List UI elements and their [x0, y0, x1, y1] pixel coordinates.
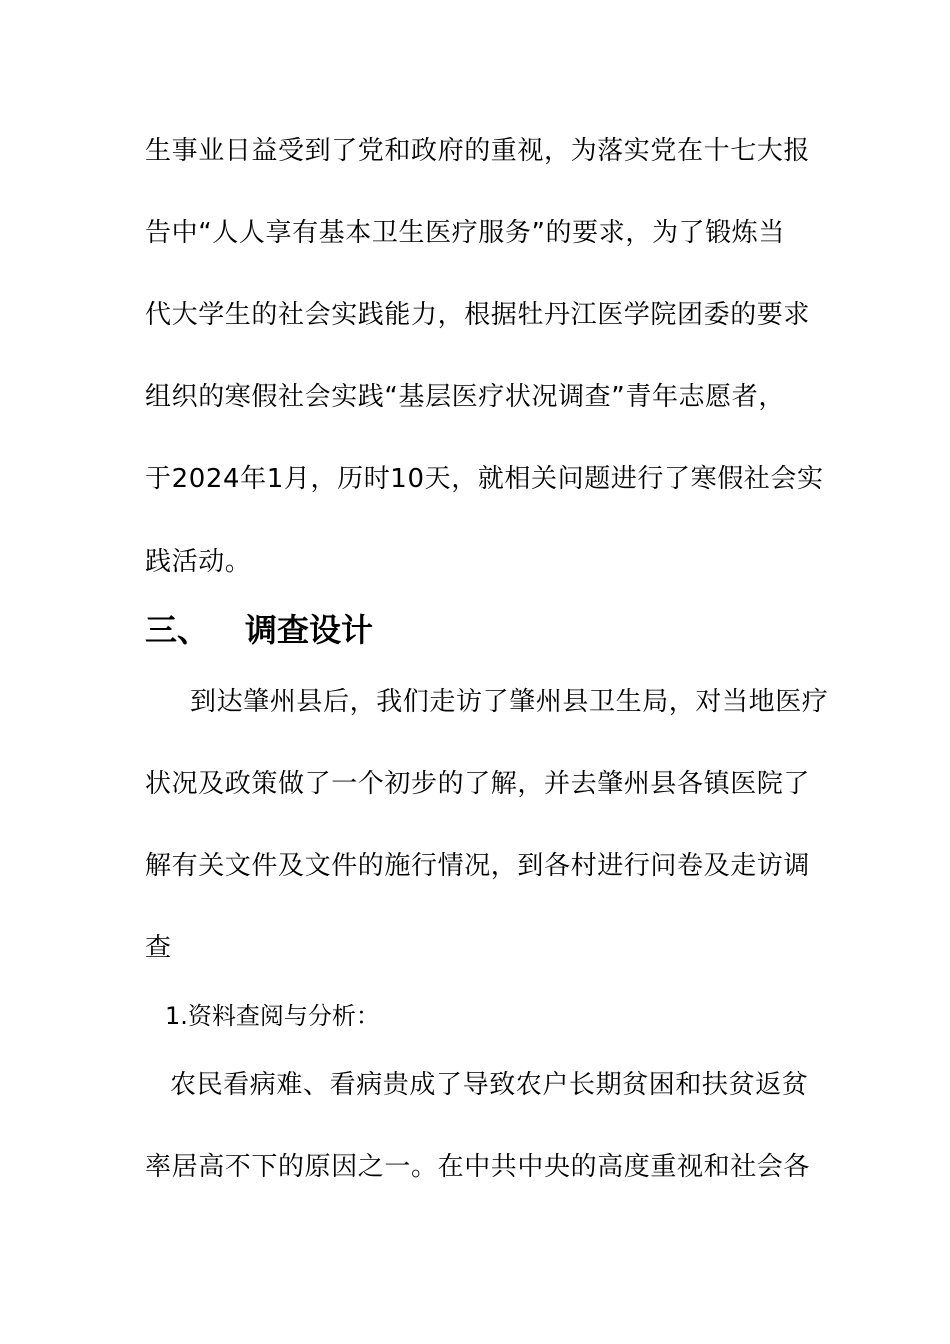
- section-number: 三、: [145, 611, 210, 649]
- paragraph-line: 状况及政策做了一个初步的了解，并去肇州县各镇医院了: [145, 769, 811, 799]
- paragraph-line: 农民看病难、看病贵成了导致农户长期贫困和扶贫返贫: [170, 1070, 809, 1100]
- section-title: 调查设计: [245, 611, 374, 649]
- section-heading: [145, 610, 373, 650]
- paragraph-line: 代大学生的社会实践能力，根据牡丹江医学院团委的要求: [145, 300, 811, 330]
- paragraph-line: 率居高不下的原因之一。在中共中央的高度重视和社会各: [145, 1152, 811, 1182]
- paragraph-line: 解有关文件及文件的施行情况，到各村进行问卷及走访调: [145, 851, 811, 881]
- paragraph-line: 践活动。: [145, 547, 252, 577]
- subheading: 1.资料查阅与分析：: [165, 1002, 380, 1030]
- paragraph-line: 到达肇州县后，我们走访了肇州县卫生局，对当地医疗: [190, 687, 829, 717]
- paragraph-line: 生事业日益受到了党和政府的重视，为落实党在十七大报: [145, 136, 811, 166]
- paragraph-line: 查: [145, 933, 172, 963]
- paragraph-line: 于2024年1月，历时10天，就相关问题进行了寒假社会实: [145, 464, 824, 494]
- paragraph-line: 告中“人人享有基本卫生医疗服务”的要求，为了锻炼当: [145, 218, 785, 248]
- paragraph-line: 组织的寒假社会实践“基层医疗状况调查”青年志愿者，: [145, 382, 785, 412]
